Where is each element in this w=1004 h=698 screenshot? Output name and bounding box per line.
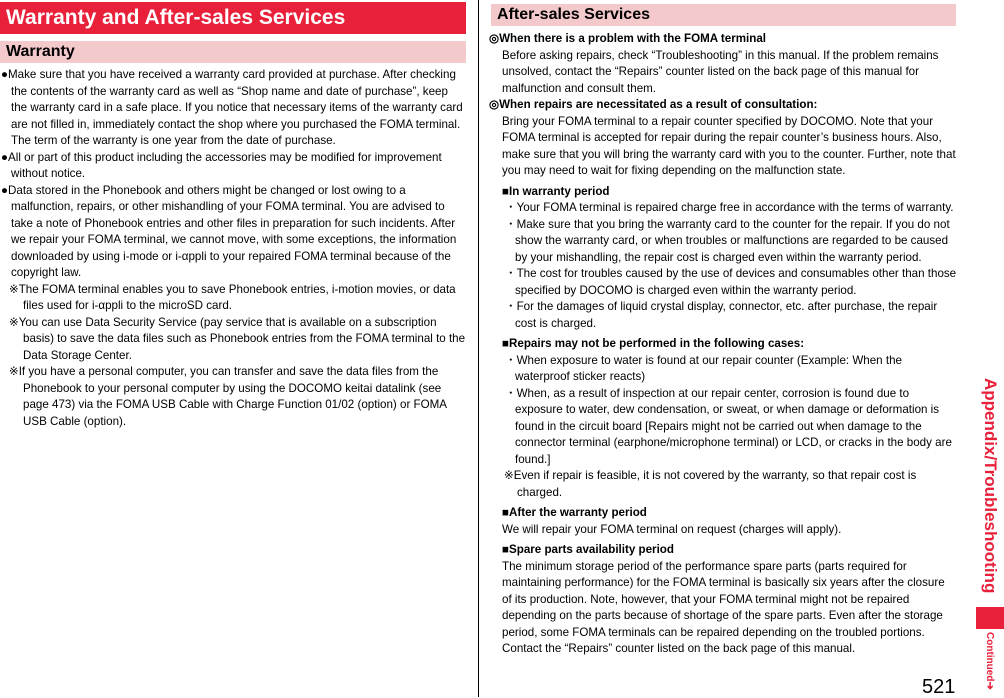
after-warranty-text: We will repair your FOMA terminal on request (charges will apply). [502,522,842,536]
section-side-label: Appendix/Troubleshooting [981,378,1000,594]
page-number: 521 [922,676,956,698]
not-performed-item: ・When exposure to water is found at our repair counter (Example: When the waterproof sticker reacts) [505,353,902,383]
spare-parts-heading: ■Spare parts availability period [502,543,674,556]
warranty-bullet-3: ●Data stored in the Phonebook and others might be changed or lost owing to a malfunction, repairs, or other mishandling of your FOMA terminal. You are advised to take a note of Phonebook entries and other files in preparation for such incidents. After we repair your FOMA terminal, we cannot move, with some exceptions, the information downloaded by using i-mode or i-αppli to your repaired FOMA terminal because of the copyright law. [1,183,457,279]
after-sales-body [489,31,957,658]
warranty-bullet-1: ●Make sure that you have received a warranty card provided at purchase. After checking the contents of the warranty card as well as “Shop name and date of purchase”, keep the warranty card in a safe place. If you notice that necessary items of the warranty card are not filled in, immediately contact the shop where you purchased the FOMA terminal. The term of the warranty is one year from the date of purchase. [1,68,463,147]
not-performed-item: ・When, as a result of inspection at our repair center, corrosion is found due to exposure to water, dew condensation, or sweat, or when damage or deformation is found in the circuit board [Repairs might not be carried out when damage to the connector terminal (earphone/microphone terminal) or LCD, or cracks in the body are found.] [505,386,952,466]
warranty-note-2: ※You can use Data Security Service (pay service that is available on a subscription basis) to save the data files such as Phonebook entries from the FOMA terminal to the Data Storage Center. [9,315,466,362]
warranty-heading: Warranty [0,41,466,63]
consult-heading: ◎When repairs are necessitated as a result of consultation: [489,98,818,111]
warranty-note-3: ※If you have a personal computer, you can transfer and save the data files from the Phonebook to your personal computer by using the DOCOMO keitai datalink (see page 473) via the FOMA USB Cable with Charge Function 01/02 (option) or FOMA USB Cable (option). [9,365,447,428]
page-title: Warranty and After-sales Services [0,2,466,34]
warranty-bullet-2: ●All or part of this product including the accessories may be modified for improvement without notice. [1,150,442,180]
bullet-icon: ● [1,150,9,164]
in-warranty-item: ・For the damages of liquid crystal display, connector, etc. after purchase, the repair cost is charged. [505,300,938,330]
continued-label: Continued➔ [984,632,995,690]
in-warranty-item: ・The cost for troubles caused by the use of devices and consumables other than those specified by DOCOMO is charged even within the warranty period. [505,267,957,297]
problem-text: Before asking repairs, check “Troubleshooting” in this manual. If the problem remains unsolved, contact the “Repairs” counter listed on the back page of this manual for malfunction and consult them. [502,48,939,95]
bullet-icon: ● [1,68,9,81]
bullet-icon: ● [1,183,9,197]
arrow-icon: ➔ [984,681,995,690]
in-warranty-item: ・Make sure that you bring the warranty card to the counter for the repair. If you do not show the warranty card, or when troubles or malfunctions are regarded to be caused by your mishandling, the repair cost is charged even within the warranty period. [505,217,950,264]
consult-text: Bring your FOMA terminal to a repair counter specified by DOCOMO. Note that your FOMA terminal is accepted for repair during the repair counter’s business hours. Also, make sure that you will bring the warranty card with you to the counter. Further, note that you may need to wait for fixing depending on the malfunction state. [502,114,956,177]
problem-heading: ◎When there is a problem with the FOMA terminal [489,32,767,45]
column-divider [478,0,479,697]
section-tab [976,607,1004,629]
not-performed-heading: ■Repairs may not be performed in the following cases: [502,337,805,350]
warranty-body [1,67,467,430]
warranty-note-1: ※The FOMA terminal enables you to save Phonebook entries, i-motion movies, or data files used for i-αppli to the microSD card. [9,282,456,312]
in-warranty-heading: ■In warranty period [502,184,610,198]
after-sales-heading: After-sales Services [491,4,956,26]
after-warranty-heading: ■After the warranty period [502,506,647,519]
spare-parts-text: The minimum storage period of the performance spare parts (parts required for maintaining performance) for the FOMA terminal is basically six years after the closure of its production. Note, however, that your FOMA terminal might not be repaired depending on the parts because of shortage of the spare parts. Even after the storage period, some FOMA terminals can be repaired depending on the troubled portions. Contact the “Repairs” counter listed on the back page of this manual. [502,559,945,655]
not-performed-note: ※Even if repair is feasible, it is not covered by the warranty, so that repair cost is charged. [504,469,917,499]
in-warranty-item: ・Your FOMA terminal is repaired charge free in accordance with the terms of warranty. [505,201,954,214]
